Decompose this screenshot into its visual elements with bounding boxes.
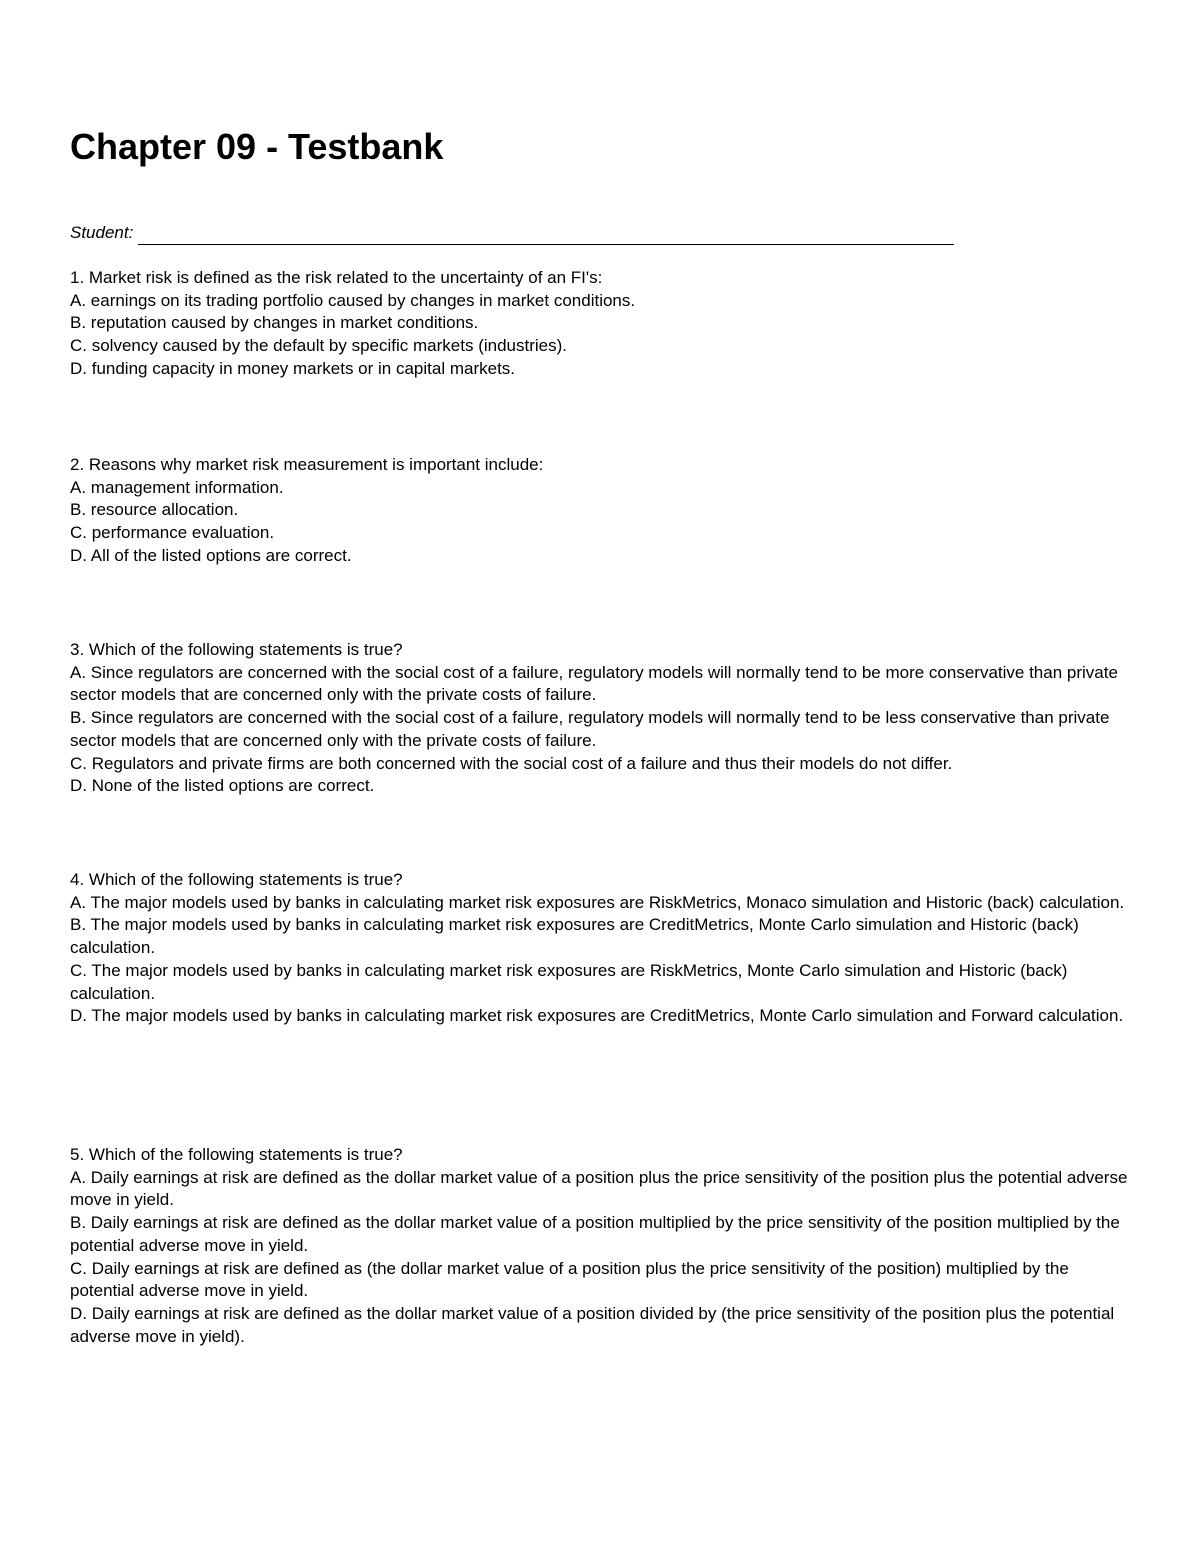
answer-option-a: A. Since regulators are concerned with the social cost of a failure, regulatory models will normally tend to be more conservative than private sector models that are concerned only with the private costs of failure. <box>70 662 1118 705</box>
question-3 <box>70 639 1132 798</box>
page-title: Chapter 09 - Testbank <box>70 126 444 167</box>
answer-option-a: A. earnings on its trading portfolio caused by changes in market conditions. <box>70 290 636 310</box>
question-4 <box>70 869 1132 1028</box>
answer-option-d: D. The major models used by banks in calculating market risk exposures are CreditMetrics, Monte Carlo simulation and Forward calculation. <box>70 1006 1124 1026</box>
answer-option-c: C. Daily earnings at risk are defined as (the dollar market value of a position plus the price sensitivity of the position) multiplied by the potential adverse move in yield. <box>70 1258 1069 1301</box>
answer-option-b: B. Daily earnings at risk are defined as the dollar market value of a position multiplied by the price sensitivity of the position multiplied by the potential adverse move in yield. <box>70 1213 1120 1255</box>
question-stem: 5. Which of the following statements is true? <box>70 1145 403 1164</box>
question-stem: 4. Which of the following statements is true? <box>70 870 403 889</box>
answer-option-d: D. None of the listed options are correct. <box>70 776 375 796</box>
answer-option-a: A. management information. <box>70 477 284 497</box>
answer-option-c: C. performance evaluation. <box>70 523 275 543</box>
answer-option-b: B. The major models used by banks in calculating market risk exposures are CreditMetrics, Monte Carlo simulation and Historic (back) calculation. <box>70 915 1079 958</box>
student-field <box>70 219 954 245</box>
question-1 <box>70 267 1132 381</box>
question-stem: 1. Market risk is defined as the risk related to the uncertainty of an FI's: <box>70 268 603 287</box>
answer-option-d: D. funding capacity in money markets or in capital markets. <box>70 358 516 378</box>
answer-option-c: C. solvency caused by the default by specific markets (industries). <box>70 336 567 356</box>
answer-option-b: B. Since regulators are concerned with the social cost of a failure, regulatory models will normally tend to be less conservative than private sector models that are concerned only with the private costs of failure. <box>70 708 1110 750</box>
answer-option-a: A. Daily earnings at risk are defined as the dollar market value of a position plus the price sensitivity of the position plus the potential adverse move in yield. <box>70 1167 1128 1210</box>
answer-option-b: B. reputation caused by changes in market conditions. <box>70 313 479 333</box>
answer-option-a: A. The major models used by banks in calculating market risk exposures are RiskMetrics, Monaco simulation and Historic (back) calculation. <box>70 892 1125 912</box>
answer-option-c: C. Regulators and private firms are both concerned with the social cost of a failure and thus their models do not differ. <box>70 753 953 773</box>
answer-option-d: D. Daily earnings at risk are defined as the dollar market value of a position divided by (the price sensitivity of the position plus the potential adverse move in yield). <box>70 1303 1115 1346</box>
student-name-line[interactable] <box>138 223 954 245</box>
question-stem: 3. Which of the following statements is true? <box>70 640 403 659</box>
answer-option-b: B. resource allocation. <box>70 500 239 520</box>
student-label: Student: <box>70 223 134 242</box>
answer-option-c: C. The major models used by banks in calculating market risk exposures are RiskMetrics, Monte Carlo simulation and Historic (back) calculation. <box>70 960 1068 1003</box>
question-5 <box>70 1144 1132 1348</box>
question-2 <box>70 454 1132 568</box>
answer-option-d: D. All of the listed options are correct. <box>70 545 352 565</box>
question-stem: 2. Reasons why market risk measurement is important include: <box>70 455 544 474</box>
